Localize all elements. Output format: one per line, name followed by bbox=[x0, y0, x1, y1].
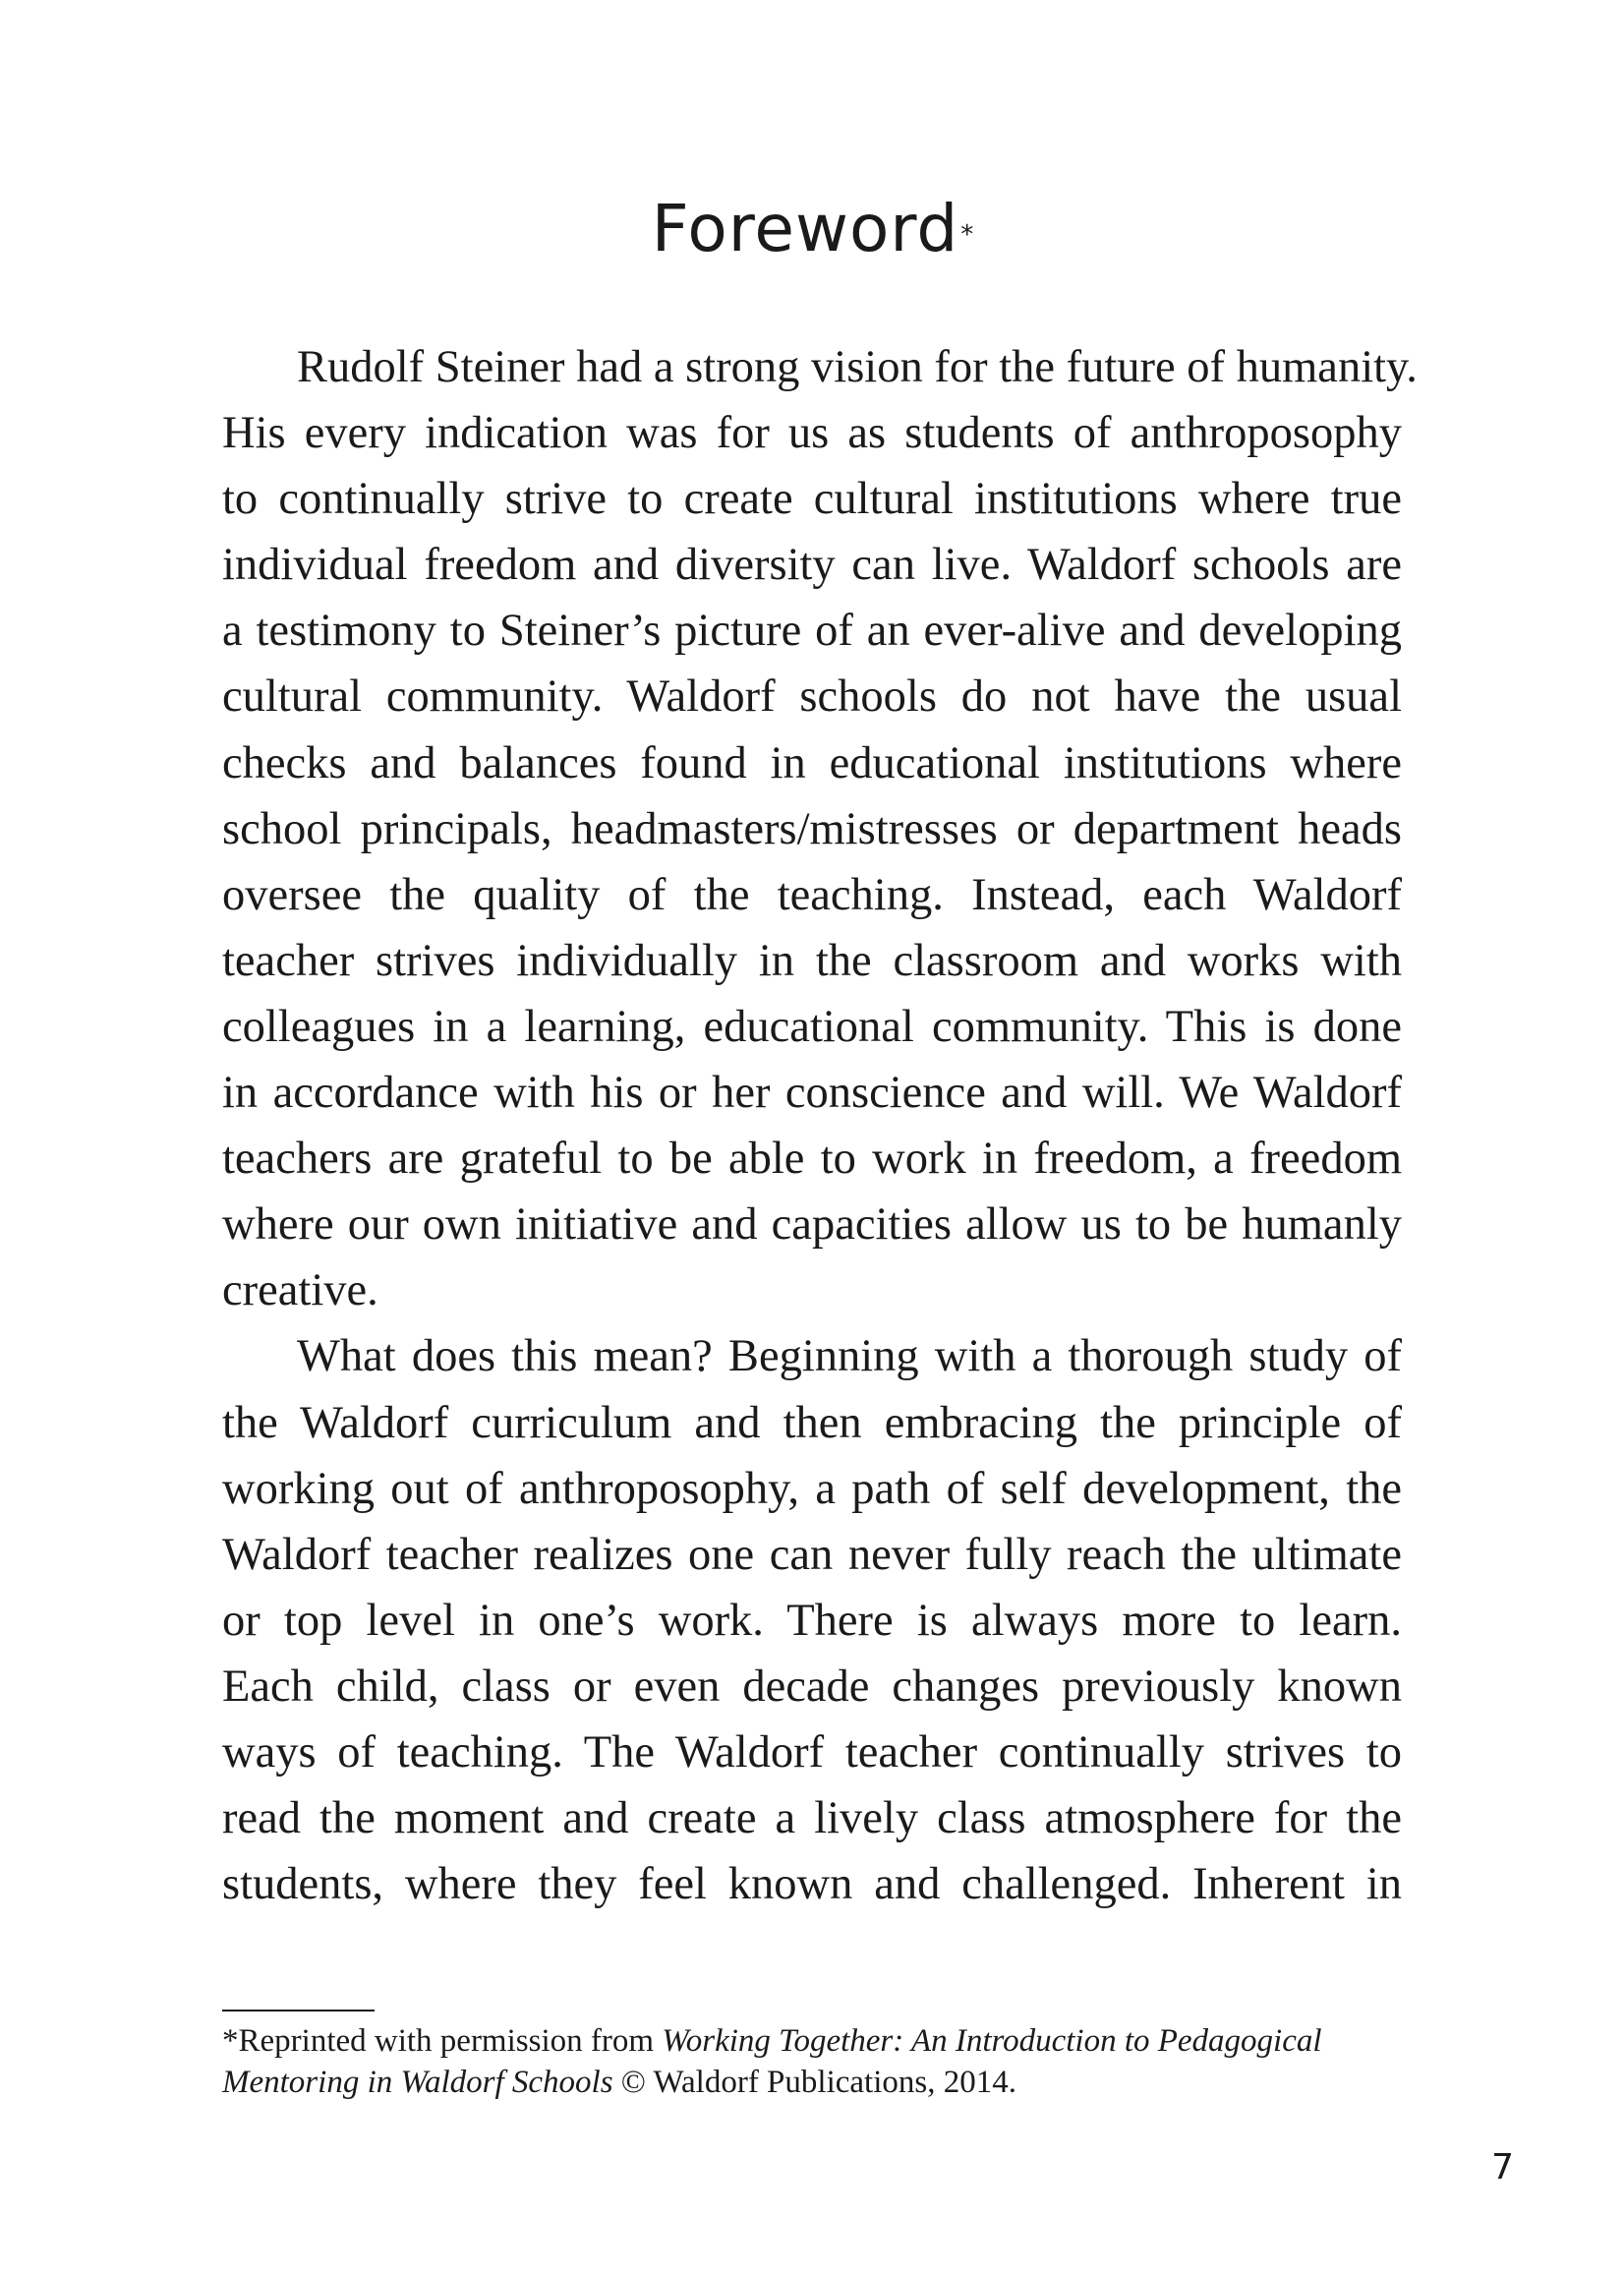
text-line: teachers are grateful to be able to work in freedom, a freedom bbox=[222, 1134, 1402, 1185]
text-line: in accordance with his or her conscience and will. We Waldorf bbox=[222, 1068, 1402, 1119]
text-line: where our own initiative and capacities allow us to be humanly bbox=[222, 1199, 1402, 1251]
page-number: 7 bbox=[1491, 2147, 1514, 2187]
text-line: creative. bbox=[222, 1265, 378, 1316]
text-line: Waldorf teacher realizes one can never fully reach the ultimate bbox=[222, 1529, 1402, 1580]
paragraph-1 bbox=[222, 334, 1418, 1323]
text-line: ways of teaching. The Waldorf teacher continually strives to bbox=[222, 1726, 1402, 1778]
paragraph-2 bbox=[222, 1323, 1402, 1917]
text-line: to continually strive to create cultural institutions where true bbox=[222, 474, 1402, 525]
text-line: read the moment and create a lively class atmosphere for the bbox=[222, 1793, 1402, 1844]
text-line: school principals, headmasters/mistresses or department heads bbox=[222, 803, 1402, 854]
text-line: cultural community. Waldorf schools do not have the usual bbox=[222, 671, 1402, 723]
footnote-copyright: © Waldorf Publications, 2014. bbox=[612, 2065, 1016, 2100]
text-line: Rudolf Steiner had a strong vision for the future of humanity. bbox=[297, 342, 1418, 392]
footnote bbox=[222, 2020, 1402, 2103]
text-line: individual freedom and diversity can live. Waldorf schools are bbox=[222, 540, 1402, 591]
text-line: working out of anthroposophy, a path of self development, the bbox=[222, 1463, 1402, 1514]
text-line: colleagues in a learning, educational community. This is done bbox=[222, 1001, 1402, 1052]
text-line: students, where they feel known and challenged. Inherent in bbox=[222, 1859, 1402, 1910]
footnote-book-title-cont: Mentoring in Waldorf Schools bbox=[222, 2065, 613, 2100]
text-line: a testimony to Steiner’s picture of an ever-alive and developing bbox=[222, 606, 1402, 657]
footnote-line-2 bbox=[222, 2062, 1402, 2103]
text-line: His every indication was for us as students of anthroposophy bbox=[222, 408, 1402, 459]
text-line: the Waldorf curriculum and then embracing the principle of bbox=[222, 1397, 1402, 1448]
footnote-prefix: *Reprinted with permission from bbox=[222, 2023, 663, 2059]
footnote-marker: * bbox=[960, 220, 975, 250]
footnote-divider bbox=[222, 2010, 375, 2012]
text-line: oversee the quality of the teaching. Instead, each Waldorf bbox=[222, 869, 1402, 920]
text-line: checks and balances found in educational institutions where bbox=[222, 737, 1402, 788]
title-text: Foreword bbox=[651, 191, 959, 266]
text-line: or top level in one’s work. There is always more to learn. bbox=[222, 1595, 1402, 1646]
footnote-book-title: Working Together: An Introduction to Pedagogical bbox=[662, 2023, 1322, 2059]
footnote-line-1 bbox=[222, 2020, 1402, 2062]
text-line: What does this mean? Beginning with a thorough study of bbox=[297, 1331, 1402, 1382]
text-line: Each child, class or even decade changes previously known bbox=[222, 1661, 1402, 1712]
page-title bbox=[0, 185, 1624, 273]
text-line: teacher strives individually in the classroom and works with bbox=[222, 935, 1402, 986]
body-text bbox=[222, 334, 1418, 1917]
